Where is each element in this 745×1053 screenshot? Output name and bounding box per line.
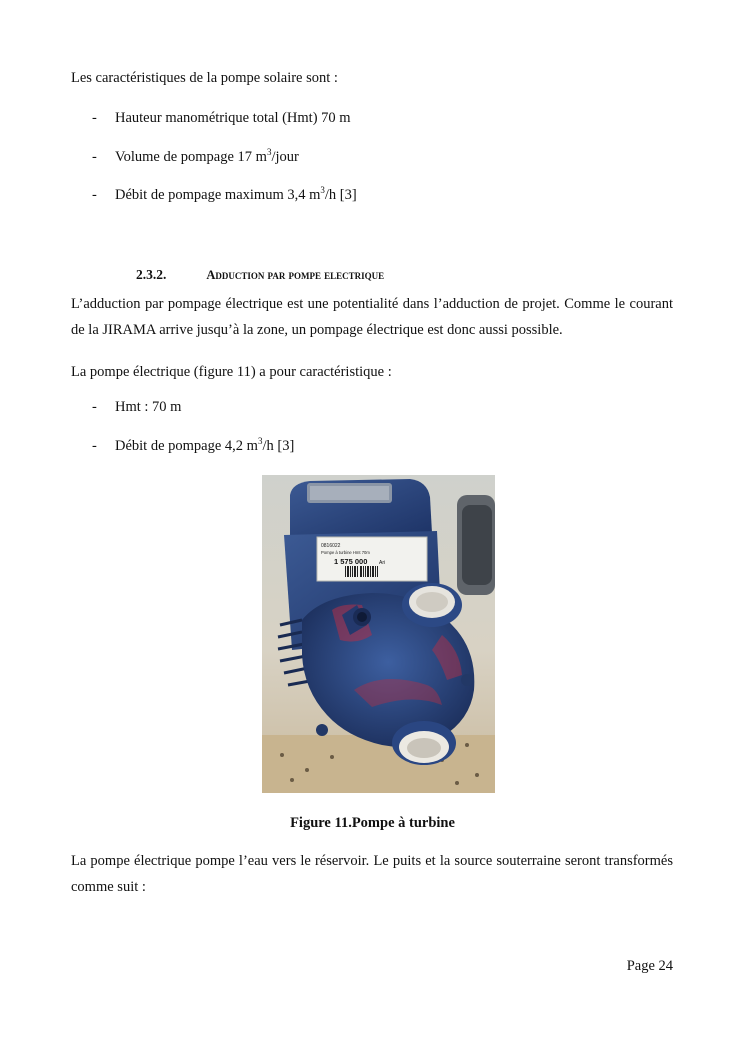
section-title: Adduction par pompe electrique (206, 268, 385, 282)
label-code: 0816022 (321, 543, 341, 549)
paragraph: La pompe électrique (figure 11) a pour caractéristique : (71, 364, 392, 380)
intro-text: Les caractéristiques de la pompe solaire sont : (71, 70, 338, 86)
paragraph: L’adduction par pompage électrique est une potentialité dans l’adduction de projet. Comme le courant de la JIRAMA arrive jusqu’à la zone, un pompage électrique est donc aussi possible. (71, 296, 673, 338)
bullet-text: Débit de pompage maximum 3,4 $m^3/h$ [3] (115, 185, 357, 203)
pump-photo (262, 475, 495, 793)
page-number: Page 24 (626, 958, 673, 974)
bullet-text: Hmt : 70 m (115, 399, 182, 415)
bullet-text: Débit de pompage 4,2 $m^3/h$ [3] (115, 436, 295, 454)
section-heading (136, 267, 384, 283)
bullet-dash: - (92, 399, 97, 415)
bullet-text: Hauteur manométrique total (Hmt) 70 m (115, 110, 351, 126)
section-number: 2.3.2. (136, 267, 167, 282)
bullet-dash: - (92, 187, 97, 203)
bullet-dash: - (92, 438, 97, 454)
bullet-text: Volume de pompage 17 $m^3$/jour (115, 147, 299, 165)
label-currency: Ari (379, 560, 386, 566)
figure-caption: Figure 11.Pompe à turbine (290, 815, 455, 831)
label-line: Pompe à turbine Hmt 70m (321, 550, 370, 555)
bullet-dash: - (92, 110, 97, 126)
paragraph: La pompe électrique pompe l’eau vers le réservoir. Le puits et la source souterraine seront transformés comme suit : (71, 853, 673, 895)
label-price: 1 575 000 (334, 557, 368, 566)
bullet-dash: - (92, 149, 97, 165)
